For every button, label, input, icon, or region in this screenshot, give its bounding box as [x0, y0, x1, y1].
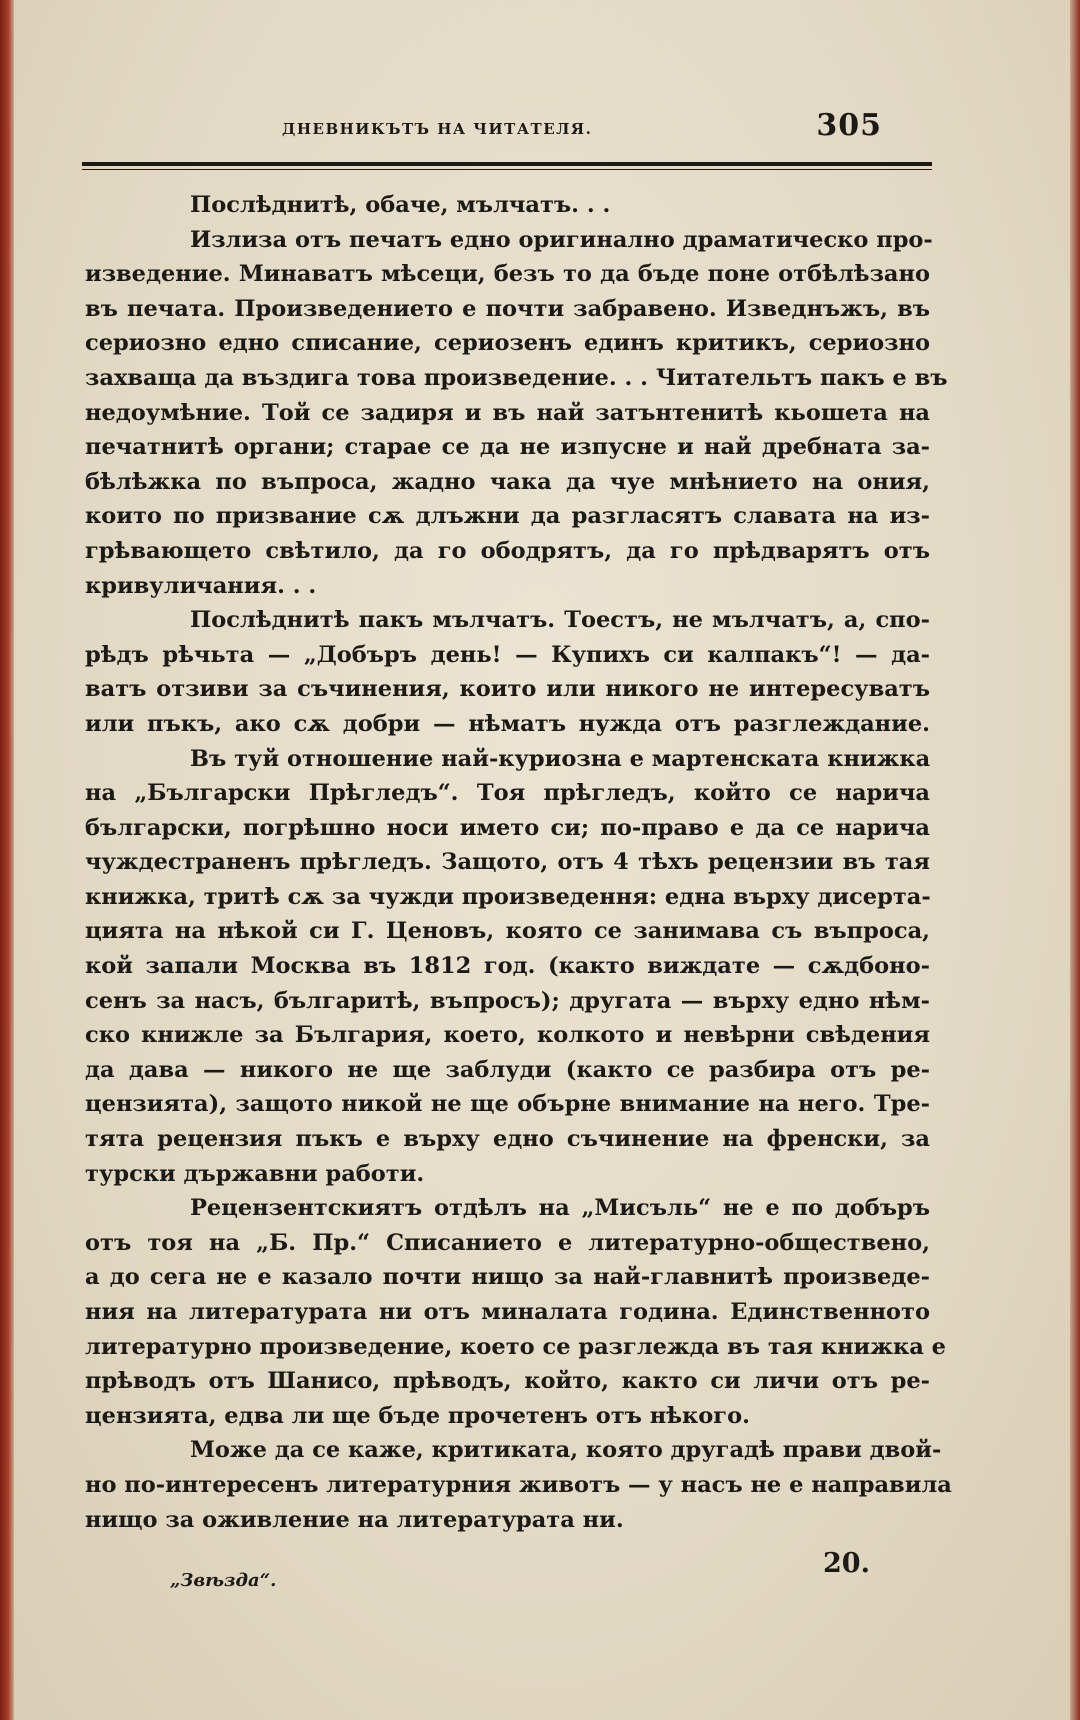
book-spine-edge: [0, 0, 14, 1720]
signature-mark: „Звѣзда“.: [170, 1570, 277, 1591]
page-number: 305: [816, 108, 882, 143]
header-rule-thin: [82, 169, 932, 170]
sheet-number: 20.: [823, 1548, 870, 1579]
text-line: или пъкъ, ако сѫ добри — нѣматъ нужда отъ разглеждание.: [85, 710, 930, 737]
header-rule-thick: [82, 162, 932, 166]
text-line: Може да се каже, критиката, която другадѣ прави двой-: [190, 1437, 942, 1464]
text-line: печатнитѣ органи; старае се да не изпусне и най дребната за-: [85, 434, 930, 461]
text-line: а до сега не е казало почти нищо за най-главнитѣ произведе-: [85, 1264, 930, 1291]
text-line: недоумѣние. Той се задиря и въ най затънтенитѣ кьошета на: [85, 399, 930, 426]
text-line: прѣводъ отъ Шанисо, прѣводъ, който, както си личи отъ ре-: [85, 1368, 930, 1395]
text-line: кривуличания. . .: [85, 572, 317, 599]
text-line: ния на литературата ни отъ миналата година. Единственното: [85, 1299, 930, 1325]
text-line: на „Български Прѣгледъ“. Тоя прѣгледъ, който се нарича: [85, 780, 930, 807]
text-line: кой запали Москва въ 1812 год. (както виждате — сѫдбоно-: [85, 953, 930, 980]
text-line: тята рецензия пъкъ е върху едно съчинение на френски, за: [85, 1126, 930, 1153]
text-line: цията на нѣкой си Г. Ценовъ, която се занимава съ въпроса,: [85, 918, 930, 945]
running-title: ДНЕВНИКЪТЪ НА ЧИТАТЕЛЯ.: [282, 120, 593, 138]
text-line: книжка, тритѣ сѫ за чужди произведення: една върху дисерта-: [85, 883, 931, 910]
page-header: [82, 108, 882, 156]
text-line: изведение. Минаватъ мѣсеци, безъ то да бъде поне отбѣлѣзано: [85, 261, 930, 288]
text-line: ско книжле за България, което, колкото и невѣрни свѣдения: [85, 1022, 930, 1049]
text-line: Излиза отъ печатъ едно оригинално драматическо про-: [190, 226, 933, 253]
text-line: които по призвание сѫ длъжни да разгласятъ славата на из-: [85, 503, 930, 530]
text-line: сериозно едно списание, сериозенъ единъ критикъ, сериозно: [85, 330, 930, 357]
text-line: грѣвающето свѣтило, да го ободрятъ, да го прѣдварятъ отъ: [85, 537, 930, 564]
text-line: цензията, едва ли ще бъде прочетенъ отъ нѣкого.: [85, 1402, 750, 1429]
text-line: Послѣднитѣ пакъ мълчатъ. Тоестъ, не мълчатъ, а, спо-: [190, 607, 930, 634]
page-right-edge: [1070, 0, 1080, 1720]
text-line: български, погрѣшно носи името си; по-право е да се нарича: [85, 814, 930, 841]
text-line: рѣдъ рѣчьта — „Добъръ день! — Купихъ си калпакъ“! — да-: [85, 641, 930, 668]
text-line: въ печата. Произведението е почти забравено. Изведнъжъ, въ: [85, 295, 930, 322]
text-line: отъ тоя на „Б. Пр.“ Списанието е литературно-обществено,: [85, 1229, 930, 1256]
text-line: Въ туй отношение най-куриозна е мартенската книжка: [190, 745, 931, 772]
text-line: бѣлѣжка по въпроса, жадно чака да чуе мнѣнието на ония,: [85, 468, 930, 495]
text-line: литературно произведение, което се разглежда въ тая книжка е: [85, 1333, 946, 1360]
text-line: захваща да въздига това произведение. . . Читательтъ пакъ е въ: [85, 364, 948, 391]
text-line: сенъ за насъ, българитѣ, въпросъ); другата — върху едно нѣм-: [85, 987, 930, 1014]
page-footer: [170, 1548, 870, 1598]
text-line: ватъ отзиви за съчинения, които или никого не интересуватъ: [85, 676, 930, 703]
text-line: нищо за оживление на литературата ни.: [85, 1506, 624, 1533]
text-line: Рецензентскиятъ отдѣлъ на „Мисъль“ не е по добъръ: [190, 1195, 930, 1222]
text-line: цензията), защото никой не ще обърне внимание на него. Тре-: [85, 1091, 930, 1118]
text-line: турски държавни работи.: [85, 1160, 425, 1187]
text-line: Послѣднитѣ, обаче, мълчатъ. . .: [190, 192, 611, 218]
text-line: чуждестраненъ прѣгледъ. Защото, отъ 4 тѣхъ рецензии въ тая: [85, 849, 930, 876]
text-line: да дава — никого не ще заблуди (както се разбира отъ ре-: [85, 1056, 930, 1083]
article-body: [85, 188, 952, 1537]
text-line: но по-интересенъ литературния животъ — у насъ не е направила: [85, 1471, 952, 1498]
